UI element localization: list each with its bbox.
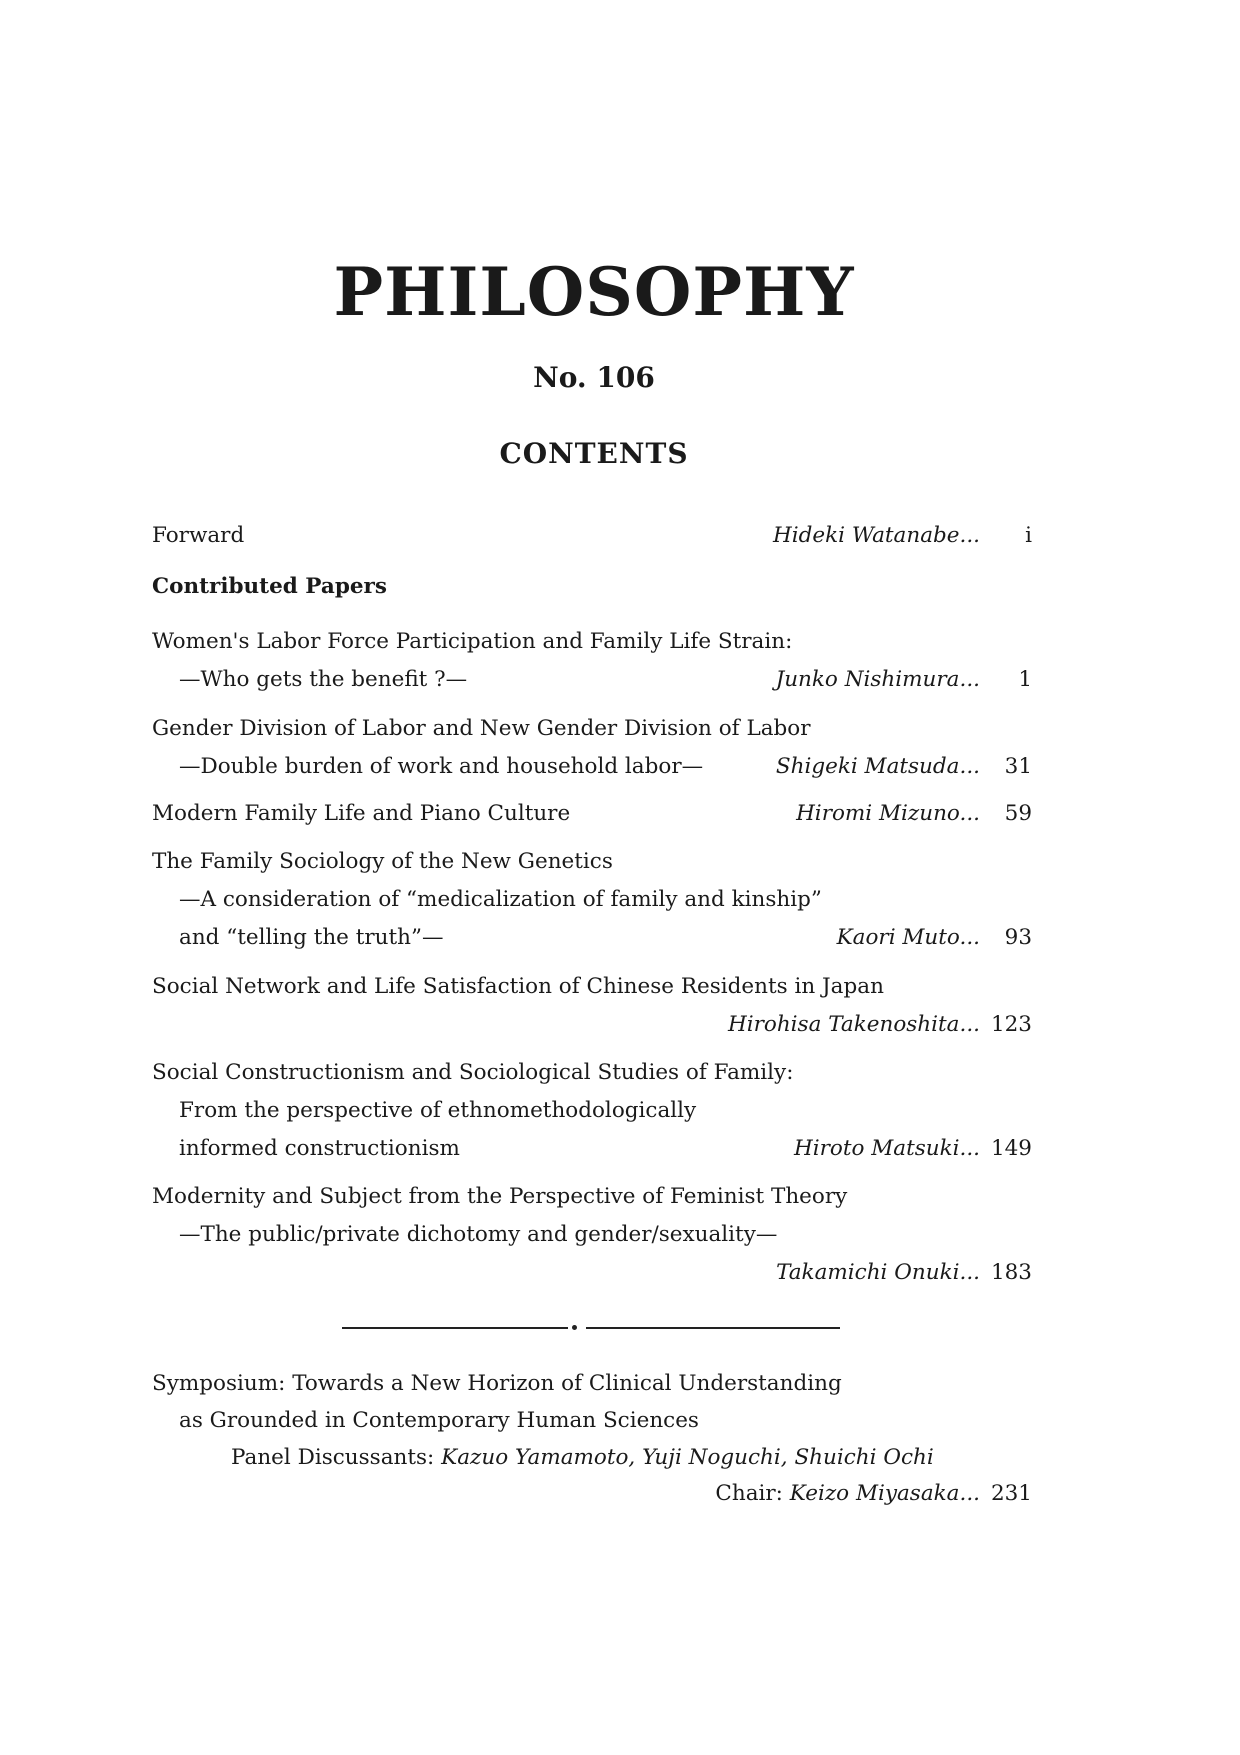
toc-entry-title-line	[179, 884, 1032, 916]
entry-title: Modern Family Life and Piano Culture	[152, 801, 571, 826]
toc-entry-last-line	[152, 798, 1032, 830]
section-divider	[342, 1324, 840, 1332]
divider-dot	[572, 1325, 577, 1330]
entry-title: Gender Division of Labor and New Gender Division of Labor	[152, 716, 811, 741]
entry-author: Takamichi Onuki...	[776, 1260, 980, 1285]
chair	[715, 1478, 980, 1510]
entry-author: Hideki Watanabe...	[772, 523, 980, 548]
entry-subtitle: —Who gets the benefit ?—	[179, 667, 468, 692]
entry-author: Hirohisa Takenoshita...	[727, 1012, 980, 1037]
entry-author: Hiroto Matsuki...	[793, 1136, 980, 1161]
toc-entry-title-line	[179, 1219, 1032, 1251]
toc-entry-last-line	[179, 922, 1032, 954]
symposium-title: Symposium: Towards a New Horizon of Clinical Understanding	[152, 1371, 842, 1396]
toc-entry-last-line	[179, 751, 1032, 783]
symposium-chair-line	[152, 1478, 1032, 1510]
entry-page: i	[1025, 523, 1032, 548]
entry-page: 123	[990, 1012, 1032, 1037]
entry-author: Kaori Muto...	[836, 925, 980, 950]
entry-subtitle: and “telling the truth”—	[179, 925, 444, 950]
entry-page: 1	[1018, 667, 1032, 692]
toc-entry-last-line	[152, 1009, 1032, 1041]
symposium-title-line	[152, 1368, 1032, 1400]
entry-page: 149	[990, 1136, 1032, 1161]
toc-entry-last-line	[179, 664, 1032, 696]
entry-page: 31	[1004, 754, 1032, 779]
entry-page: 93	[1004, 925, 1032, 950]
entry-title: Forward	[152, 523, 245, 548]
entry-page: 183	[990, 1260, 1032, 1285]
section-heading-contributed: Contributed Papers	[152, 574, 387, 599]
entry-title: Women's Labor Force Participation and Family Life Strain:	[152, 629, 793, 654]
toc-entry-title-line	[152, 626, 1032, 658]
entry-subtitle: —Double burden of work and household labor—	[179, 754, 704, 779]
chair-label: Chair:	[715, 1481, 783, 1506]
entry-title: The Family Sociology of the New Genetics	[152, 849, 613, 874]
divider-line-right	[586, 1327, 840, 1329]
toc-entry-last-line	[179, 1133, 1032, 1165]
divider-line-left	[342, 1327, 568, 1329]
panel-label: Panel Discussants:	[231, 1445, 435, 1470]
issue-number: No. 106	[533, 361, 655, 394]
contents-heading: CONTENTS	[499, 437, 689, 470]
symposium-page: 231	[990, 1481, 1032, 1506]
symposium-panel-line	[231, 1442, 934, 1474]
entry-subtitle: —The public/private dichotomy and gender/sexuality—	[179, 1222, 778, 1247]
symposium-subtitle: as Grounded in Contemporary Human Sciences	[179, 1408, 699, 1433]
toc-entry-title-line	[152, 1181, 1032, 1213]
panel-names: Kazuo Yamamoto, Yuji Noguchi, Shuichi Ochi	[441, 1445, 934, 1470]
entry-author: Junko Nishimura...	[775, 667, 980, 692]
entry-author: Hiromi Mizuno...	[796, 801, 980, 826]
symposium-title-line	[179, 1405, 1032, 1437]
entry-subtitle: informed constructionism	[179, 1136, 460, 1161]
entry-subtitle: —A consideration of “medicalization of family and kinship”	[179, 887, 822, 912]
toc-entry-title-line	[179, 1095, 1032, 1127]
journal-title: PHILOSOPHY	[333, 253, 855, 331]
entry-title: Social Constructionism and Sociological Studies of Family:	[152, 1060, 794, 1085]
entry-page: 59	[1004, 801, 1032, 826]
toc-entry-title-line	[152, 971, 1032, 1003]
toc-entry-last-line	[152, 1257, 1032, 1289]
toc-entry-title-line	[152, 1057, 1032, 1089]
chair-name: Keizo Miyasaka...	[789, 1481, 980, 1506]
entry-title: Modernity and Subject from the Perspective of Feminist Theory	[152, 1184, 848, 1209]
toc-entry-title-line	[152, 713, 1032, 745]
entry-subtitle: From the perspective of ethnomethodologically	[179, 1098, 697, 1123]
toc-entry-forward	[152, 520, 1032, 552]
entry-title: Social Network and Life Satisfaction of Chinese Residents in Japan	[152, 974, 884, 999]
entry-author: Shigeki Matsuda...	[775, 754, 980, 779]
toc-entry-title-line	[152, 846, 1032, 878]
